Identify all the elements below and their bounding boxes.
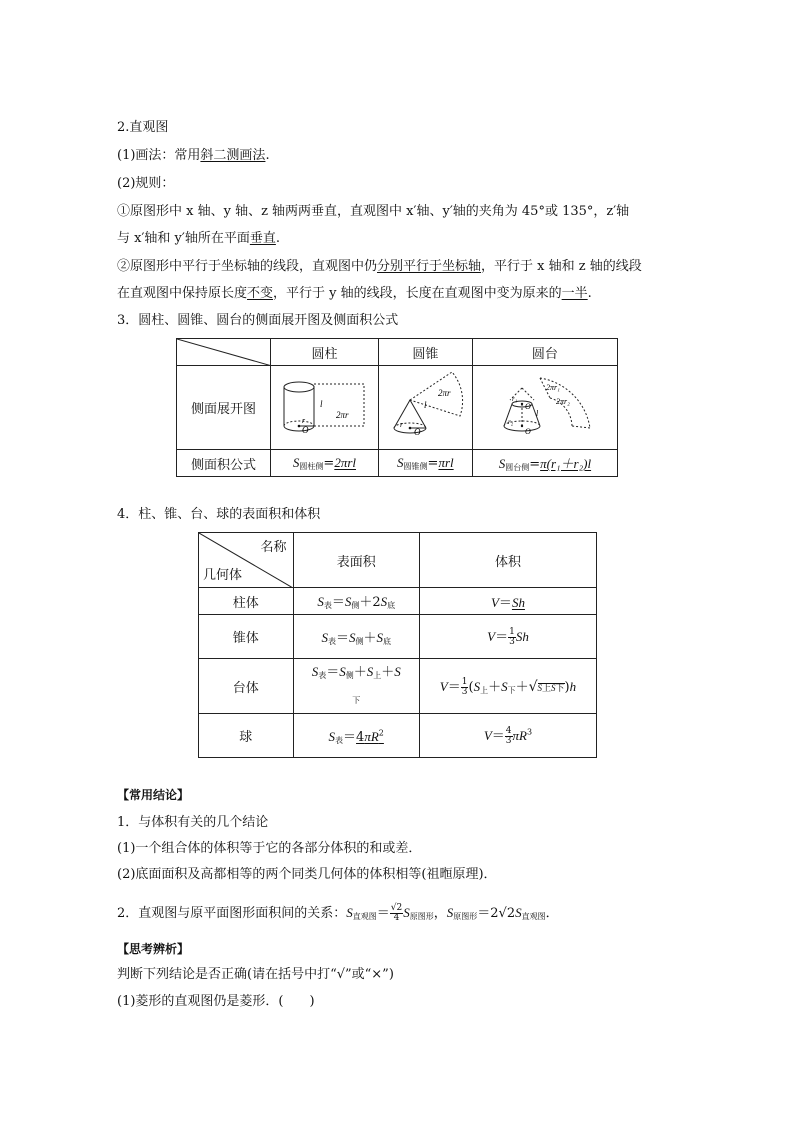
formula-eq: =	[529, 457, 541, 472]
corner-bottom-label: 几何体	[203, 568, 243, 583]
formula-answer: πrl	[438, 454, 454, 470]
cone-O-label: O	[414, 427, 421, 437]
cyl-r-label: r	[302, 415, 306, 425]
formula-eq: =	[427, 455, 439, 471]
formula-eq: =	[323, 455, 335, 471]
header-cone: 圆锥	[378, 339, 472, 366]
corner-diagonal	[177, 339, 272, 366]
frus-2pir1-label: 2πr₁	[545, 383, 560, 392]
question-1: (1)菱形的直观图仍是菱形．( )	[117, 994, 315, 1009]
formula-cone	[378, 450, 472, 477]
corner-cell	[199, 533, 294, 588]
row-frustum: 台体	[199, 659, 294, 714]
draw-method-text: (1)画法：常用	[117, 148, 201, 163]
corner-cell	[177, 339, 271, 366]
rule-2-answer: 分别平行于坐标轴	[377, 259, 482, 274]
formula-s: S	[397, 454, 404, 470]
cone-r-label: r	[400, 420, 404, 429]
pyramid-area: $S_表=S_侧+S_底$	[293, 615, 419, 659]
frus-O2-label: O	[524, 427, 531, 436]
cone-l-label: l	[424, 400, 427, 410]
row-pyramid: 锥体	[199, 615, 294, 659]
rule-1-text: 与 x′轴和 y′轴所在平面	[117, 231, 250, 246]
cyl-l-label: l	[320, 398, 323, 409]
prism-volume: V＝Sh	[419, 588, 596, 615]
rule-1-end: .	[275, 231, 281, 246]
conclusion-2: 2．直观图与原平面图形面积间的关系：$S_{直观图}=$ $\frac{√2}{4}$ $S_{原图形}$，$S_{原图形}=2√2S_{直观图}$．	[117, 903, 559, 923]
rule-2-text-c: 在直观图中保持原长度	[117, 286, 248, 301]
row-label-net: 侧面展开图	[177, 366, 271, 450]
conclusions-title: 【常用结论】	[117, 788, 190, 802]
prism-area: $S_表=S_侧+2S_底$	[293, 588, 419, 615]
thinking-title: 【思考辨析】	[117, 942, 190, 956]
conclusion-1a: (1)一个组合体的体积等于它的各部分体积的和或差．	[117, 841, 422, 856]
cone-net-figure	[378, 366, 472, 450]
row-sphere: 球	[199, 714, 294, 758]
formula-s: S	[292, 454, 300, 470]
cylinder-net-icon	[274, 371, 374, 441]
rule-2-text-d: ，平行于 y 轴的线段，长度在直观图中变为原来的	[273, 286, 562, 301]
row-prism: 柱体	[199, 588, 294, 615]
formula-s: S	[498, 456, 506, 471]
section-2-title: 2.直观图	[117, 120, 169, 135]
formula-answer: π(r₁＋r₂)l	[540, 456, 592, 471]
formula-frustum	[472, 450, 617, 477]
cyl-2pir-label: 2πr	[336, 409, 349, 420]
frustum-volume: V＝ $\frac{1}{3}$ ($S_上+S_下+√S$上S下)h	[419, 659, 596, 714]
rule-2-answer-c: 一半	[561, 286, 588, 301]
rule-2-line2	[117, 285, 592, 303]
conclusion-2-text: 2．直观图与原平面图形面积间的关系：	[117, 906, 347, 921]
frustum-net-figure	[472, 366, 617, 450]
draw-method-end: .	[265, 148, 270, 163]
col-volume: 体积	[419, 533, 596, 588]
draw-method-line	[117, 147, 270, 165]
header-cylinder: 圆柱	[271, 339, 379, 366]
header-frustum: 圆台	[472, 339, 617, 366]
formula-cylinder	[271, 450, 379, 477]
rule-1-answer: 垂直	[249, 231, 276, 246]
volume-table	[198, 532, 597, 758]
rule-1-line2	[117, 230, 280, 248]
frustum-net-icon	[490, 368, 600, 443]
formula-sub: 圆柱侧	[299, 461, 324, 471]
row-label-formula: 侧面积公式	[177, 450, 271, 477]
pyramid-volume: V＝ $\frac{1}{3}$ Sh	[419, 615, 596, 659]
rule-2-end: .	[587, 286, 592, 301]
frus-2pir2-label: 2πr₂	[555, 397, 570, 406]
sphere-area: $S_表=4\pi R^2$	[293, 714, 419, 758]
formula-sub: 圆台侧	[505, 463, 530, 472]
rule-2-line	[117, 258, 642, 276]
section-4-title: 4．柱、锥、台、球的表面积和体积	[117, 507, 321, 522]
section-3-title: 3．圆柱、圆锥、圆台的侧面展开图及侧面积公式	[117, 313, 399, 328]
frus-l-label: l	[535, 409, 539, 418]
formula-sub: 圆锥侧	[403, 461, 428, 471]
rule-2-text: ②原图形中平行于坐标轴的线段，直观图中仍	[117, 259, 378, 274]
frus-r2-label: r₂	[507, 418, 514, 426]
rule-2-answer-b: 不变	[247, 286, 274, 301]
thinking-prompt: 判断下列结论是否正确(请在括号中打“√”或“×”)	[117, 967, 394, 982]
rule-1-line: ①原图形中 x 轴、y 轴、z 轴两两垂直，直观图中 x′轴、y′轴的夹角为 45°或 135°，z′轴	[117, 204, 630, 219]
frustum-area: $S_表=S_侧+S_上+S$ $_下$	[293, 659, 419, 714]
sphere-volume: V＝ $\frac{4}{3}$ $\pi R^3$	[419, 714, 596, 758]
frus-r1-label: r₁	[511, 395, 518, 403]
cylinder-net-figure	[271, 366, 379, 450]
cone-2pir-label: 2πr	[438, 388, 451, 398]
rules-heading: (2)规则：	[117, 176, 175, 191]
col-surface-area: 表面积	[293, 533, 419, 588]
conclusion-1: 1．与体积有关的几个结论	[117, 815, 269, 830]
frus-O1-label: O	[524, 402, 531, 411]
cone-net-icon	[380, 368, 470, 443]
corner-top-label: 名称	[260, 540, 287, 555]
cyl-O-label: O	[302, 424, 309, 435]
lateral-area-table	[176, 338, 618, 477]
conclusion-1b: (2)底面面积及高都相等的两个同类几何体的体积相等(祖暅原理)．	[117, 867, 497, 882]
draw-method-answer: 斜二测画法	[200, 148, 266, 163]
formula-answer: 2πrl	[334, 454, 357, 470]
rule-2-text-b: ，平行于 x 轴和 z 轴的线段	[481, 259, 642, 274]
